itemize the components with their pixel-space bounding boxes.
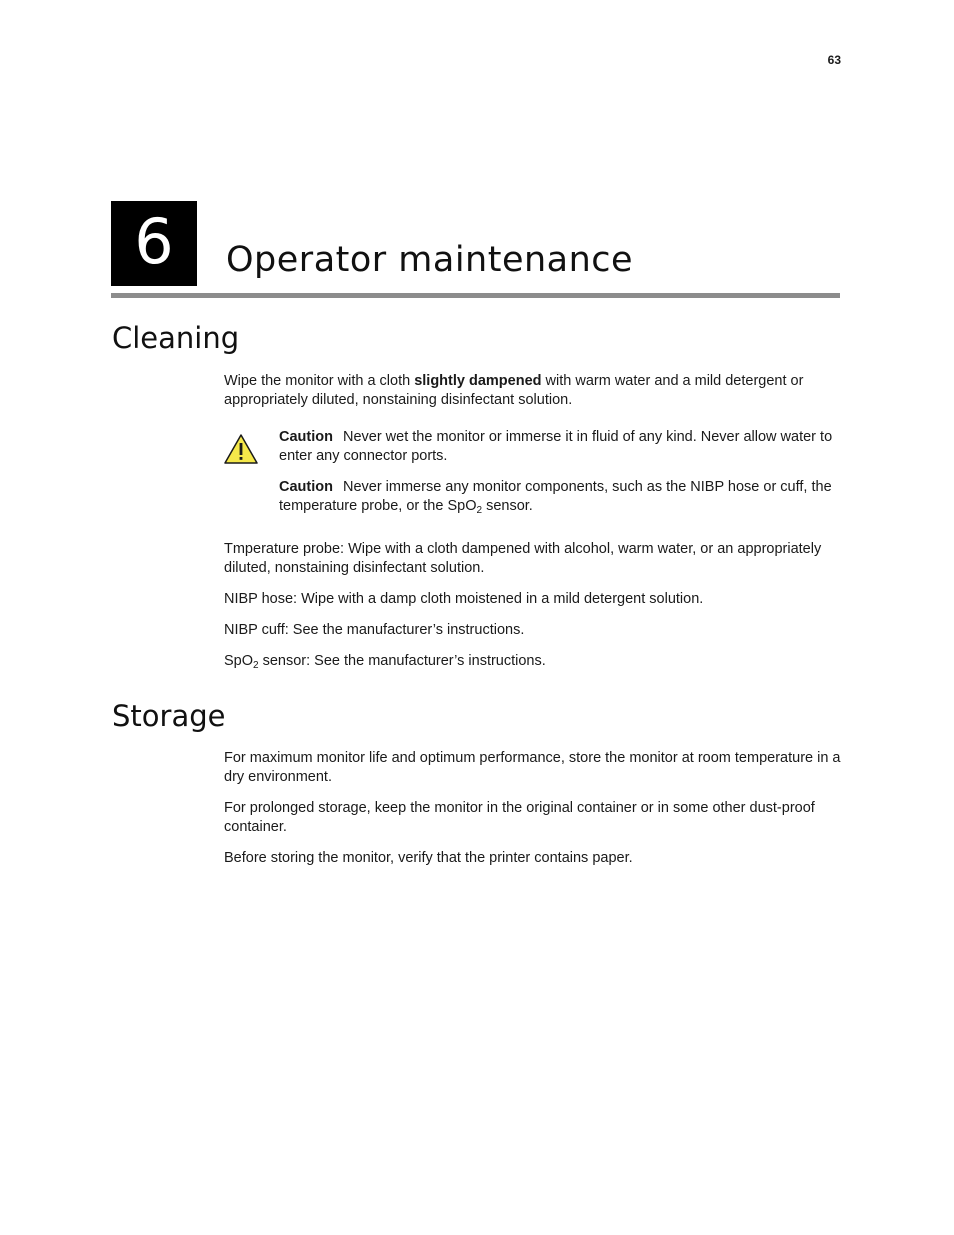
caution-note-1 xyxy=(279,428,841,466)
chapter-number-box xyxy=(111,201,197,286)
spo2-text-end: sensor: See the manufacturer’s instructions. xyxy=(258,653,546,669)
caution-text-end: sensor. xyxy=(482,498,533,514)
spo2-sensor-paragraph xyxy=(224,652,844,671)
cleaning-intro-text-end: with warm water and a mild detergent or appropriately diluted, nonstaining disinfectant solution. xyxy=(224,373,804,408)
spo2-text-start: SpO xyxy=(224,653,254,669)
chapter-rule xyxy=(111,293,840,298)
subscript: 2 xyxy=(476,505,483,516)
section-heading-cleaning: Cleaning xyxy=(112,321,240,355)
chapter-title: Operator maintenance xyxy=(226,240,634,280)
subscript: 2 xyxy=(253,660,259,671)
nibp-cuff-paragraph: NIBP cuff: See the manufacturer’s instructions. xyxy=(224,622,525,638)
storage-paragraph-2: For prolonged storage, keep the monitor in the original container or in some other dust-proof container. xyxy=(224,800,815,835)
warning-triangle-icon xyxy=(223,433,259,465)
section-heading-storage: Storage xyxy=(112,699,226,733)
chapter-number: 6 xyxy=(134,205,174,278)
nibp-hose-paragraph: NIBP hose: Wipe with a damp cloth moistened in a mild detergent solution. xyxy=(224,591,704,607)
storage-paragraph-3: Before storing the monitor, verify that the printer contains paper. xyxy=(224,850,633,866)
caution-text: Never wet the monitor or immerse it in fluid of any kind. Never allow water to enter any connector ports. xyxy=(279,429,833,464)
cleaning-intro-paragraph xyxy=(224,372,844,410)
cleaning-intro-text-start: Wipe the monitor with a cloth xyxy=(224,373,415,389)
caution-label: Caution xyxy=(279,429,333,445)
page-number: 63 xyxy=(827,53,841,67)
caution-note-2 xyxy=(279,478,841,516)
temperature-probe-paragraph: Tmperature probe: Wipe with a cloth dampened with alcohol, warm water, or an appropriately diluted, nonstaining disinfectant solution. xyxy=(224,541,822,576)
caution-label: Caution xyxy=(279,479,333,495)
caution-text: Never immerse any monitor components, such as the NIBP hose or cuff, the temperature probe, or the SpO xyxy=(279,479,832,514)
cleaning-intro-emphasis: slightly dampened xyxy=(414,373,542,389)
storage-paragraph-1: For maximum monitor life and optimum performance, store the monitor at room temperature in a dry environment. xyxy=(224,750,841,785)
